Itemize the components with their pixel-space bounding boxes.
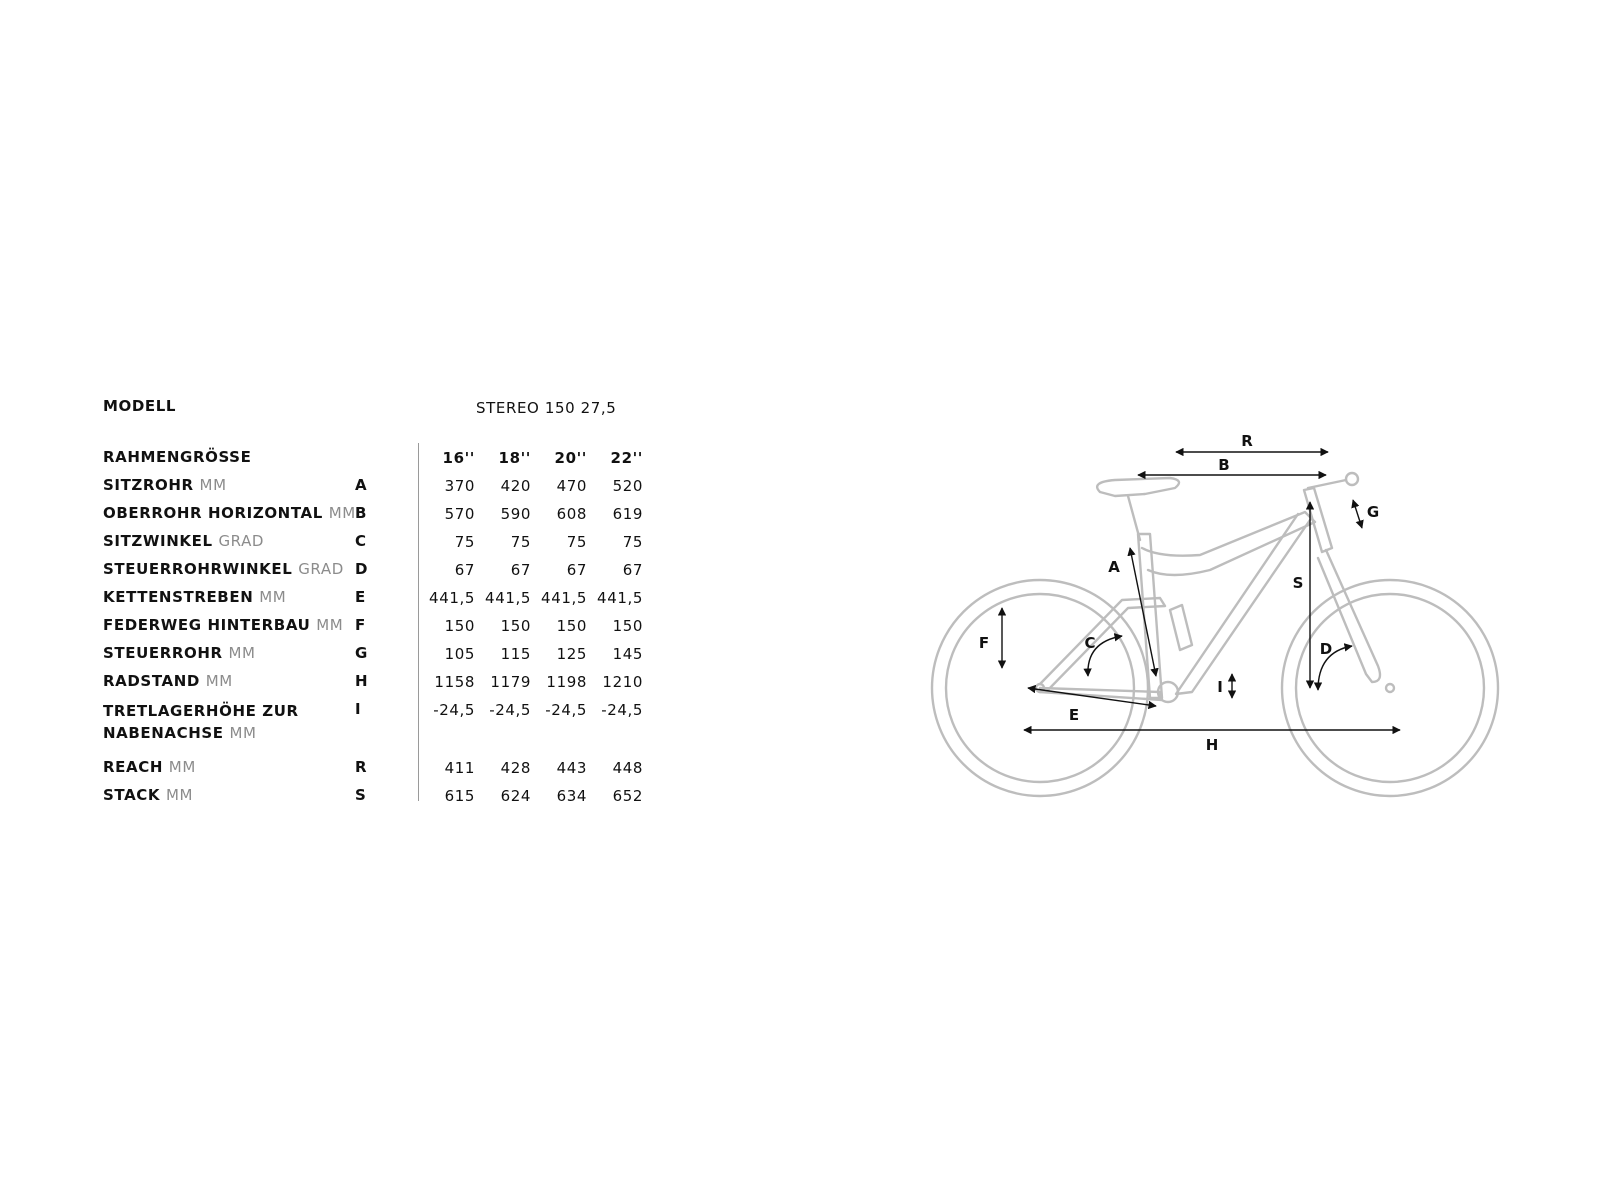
- row-value: 420: [500, 477, 531, 495]
- row-value: 411: [444, 759, 475, 777]
- row-label-text: FEDERWEG HINTERBAU: [103, 616, 311, 634]
- row-code: F: [355, 616, 366, 634]
- row-code: S: [355, 786, 367, 804]
- row-value: 75: [510, 533, 531, 551]
- row-label-text: SITZWINKEL: [103, 532, 213, 550]
- row-code: B: [355, 504, 368, 522]
- row-value: 105: [444, 645, 475, 663]
- row-unit: MM: [328, 504, 356, 522]
- frame-size-label: RAHMENGRÖSSE: [103, 448, 252, 466]
- size-header-20: 20'': [554, 449, 587, 467]
- row-unit: MM: [259, 588, 287, 606]
- row-value: 520: [612, 477, 643, 495]
- row-label-text: TRETLAGERHÖHE ZUR: [103, 702, 299, 720]
- row-label-text-line2: NABENACHSE: [103, 724, 224, 742]
- row-value: 115: [500, 645, 531, 663]
- row-value: 441,5: [541, 589, 587, 607]
- size-header-22: 22'': [610, 449, 643, 467]
- model-label: MODELL: [103, 397, 177, 415]
- row-label: [103, 758, 196, 776]
- row-value: 443: [556, 759, 587, 777]
- fork: [1318, 550, 1380, 682]
- row-value: -24,5: [489, 701, 531, 719]
- saddle: [1097, 478, 1179, 496]
- dim-label-h: H: [1205, 736, 1219, 754]
- row-value: 75: [566, 533, 587, 551]
- bike-geometry-diagram: [900, 430, 1540, 820]
- top-tube: [1142, 512, 1315, 575]
- row-value: 441,5: [597, 589, 643, 607]
- dim-label-b: B: [1218, 456, 1230, 474]
- row-code: A: [355, 476, 368, 494]
- row-code: G: [355, 644, 368, 662]
- handlebar: [1346, 473, 1358, 485]
- down-tube: [1176, 514, 1310, 694]
- row-code: C: [355, 532, 367, 550]
- row-value: 67: [622, 561, 643, 579]
- row-value: 1179: [490, 673, 531, 691]
- row-value: 370: [444, 477, 475, 495]
- row-value: 652: [612, 787, 643, 805]
- dim-label-g: G: [1366, 503, 1380, 521]
- row-label-text: RADSTAND: [103, 672, 200, 690]
- row-label: [103, 588, 286, 606]
- dim-label-r: R: [1241, 432, 1253, 450]
- row-value: 428: [500, 759, 531, 777]
- row-label: [103, 672, 233, 690]
- row-label-text: STEUERROHR: [103, 644, 223, 662]
- row-unit: MM: [199, 476, 227, 494]
- row-unit: MM: [228, 644, 256, 662]
- row-unit: MM: [316, 616, 344, 634]
- row-value: -24,5: [545, 701, 587, 719]
- row-label-text: SITZROHR: [103, 476, 194, 494]
- row-value: 150: [612, 617, 643, 635]
- row-value: 619: [612, 505, 643, 523]
- front-wheel-outer: [1282, 580, 1498, 796]
- row-value: 145: [612, 645, 643, 663]
- row-label: [103, 504, 356, 522]
- row-value: 150: [556, 617, 587, 635]
- row-unit: MM: [205, 672, 233, 690]
- size-header-16: 16'': [442, 449, 475, 467]
- row-unit: GRAD: [218, 532, 265, 550]
- dim-label-i: I: [1217, 678, 1223, 696]
- seat-tube: [1138, 534, 1162, 698]
- row-value: 470: [556, 477, 587, 495]
- row-value: 150: [500, 617, 531, 635]
- row-value: 1210: [602, 673, 643, 691]
- model-name: STEREO 150 27,5: [476, 399, 617, 417]
- dim-g-arrow: [1353, 500, 1362, 528]
- row-value: 1198: [546, 673, 587, 691]
- row-value: 67: [566, 561, 587, 579]
- row-value: 75: [622, 533, 643, 551]
- row-value: 608: [556, 505, 587, 523]
- row-code: R: [355, 758, 368, 776]
- row-value: 1158: [434, 673, 475, 691]
- row-value: 448: [612, 759, 643, 777]
- row-unit: GRAD: [298, 560, 344, 578]
- row-label: [103, 644, 256, 662]
- row-unit: MM: [168, 758, 196, 776]
- row-value: -24,5: [601, 701, 643, 719]
- row-label-text: STEUERROHRWINKEL: [103, 560, 293, 578]
- row-value: 634: [556, 787, 587, 805]
- row-unit: MM: [229, 724, 257, 742]
- dim-label-a: A: [1108, 558, 1120, 576]
- row-code: D: [355, 560, 369, 578]
- row-value: 441,5: [429, 589, 475, 607]
- row-label: [103, 786, 193, 804]
- row-label: [103, 476, 227, 494]
- dim-label-f: F: [978, 634, 990, 652]
- row-value: 570: [444, 505, 475, 523]
- dim-label-d: D: [1319, 640, 1333, 658]
- dim-label-e: E: [1068, 706, 1080, 724]
- row-value: 125: [556, 645, 587, 663]
- row-code: E: [355, 588, 366, 606]
- row-code: I: [355, 700, 362, 718]
- row-label-text: OBERROHR HORIZONTAL: [103, 504, 323, 522]
- stem: [1308, 480, 1346, 488]
- row-label-text: STACK: [103, 786, 161, 804]
- row-value: 67: [454, 561, 475, 579]
- row-label-text: KETTENSTREBEN: [103, 588, 254, 606]
- row-label: [103, 616, 343, 634]
- front-hub: [1386, 684, 1394, 692]
- dim-label-c: C: [1084, 634, 1096, 652]
- head-tube: [1304, 488, 1332, 552]
- row-value: 590: [500, 505, 531, 523]
- row-label-text: REACH: [103, 758, 163, 776]
- row-unit: MM: [165, 786, 194, 804]
- dim-label-s: S: [1292, 574, 1304, 592]
- row-value: 615: [444, 787, 475, 805]
- row-value: 150: [444, 617, 475, 635]
- row-value: 441,5: [485, 589, 531, 607]
- row-value: 624: [500, 787, 531, 805]
- row-value: 67: [510, 561, 531, 579]
- row-label: [103, 532, 264, 550]
- rear-shock: [1170, 605, 1192, 650]
- row-label: [103, 560, 344, 578]
- row-label: [103, 700, 299, 744]
- front-wheel-inner: [1296, 594, 1484, 782]
- row-value: 75: [454, 533, 475, 551]
- row-value: -24,5: [433, 701, 475, 719]
- size-header-18: 18'': [498, 449, 531, 467]
- row-code: H: [355, 672, 369, 690]
